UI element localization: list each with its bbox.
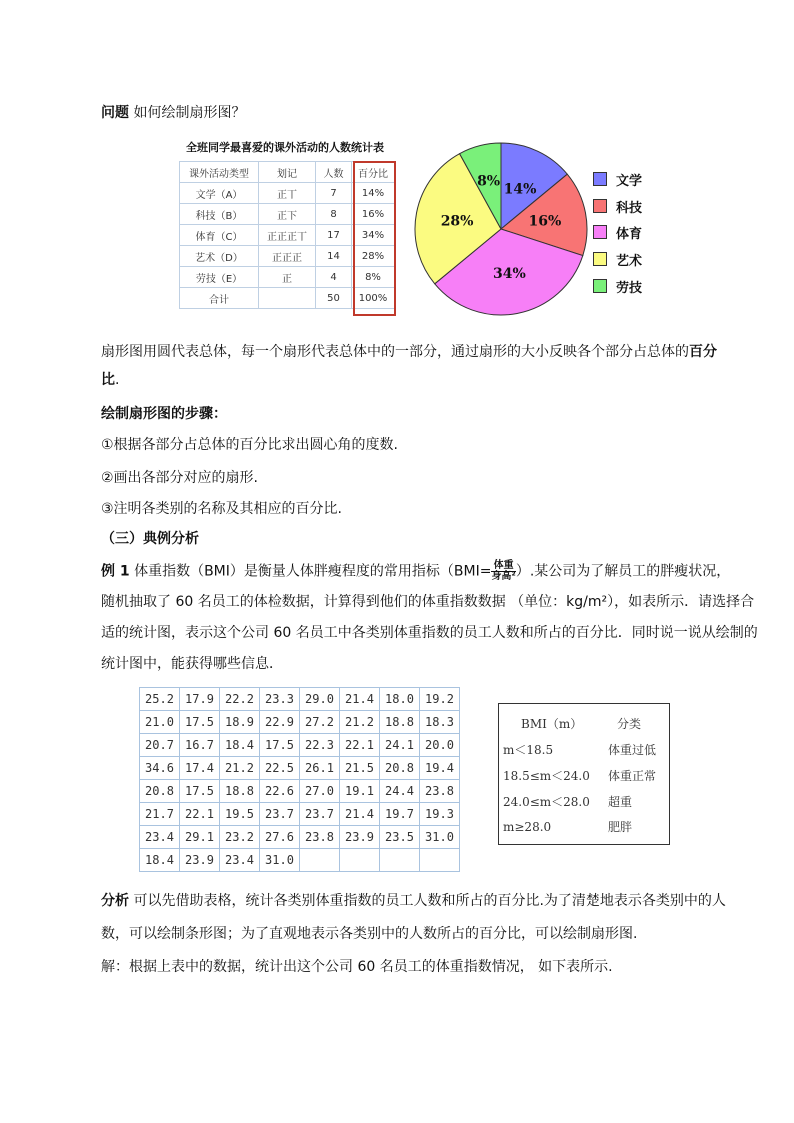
bmi-row: [140, 711, 460, 734]
bmi-cell: 20.8: [380, 757, 420, 780]
class-name: 体重过低: [608, 743, 657, 757]
bmi-cell: 17.5: [180, 711, 220, 734]
legend-swatch: [593, 225, 607, 239]
class-row: [499, 792, 669, 812]
legend-item: [593, 222, 642, 242]
definition-bold: 百分: [689, 344, 717, 360]
legend-item: [593, 169, 642, 189]
bmi-cell: 20.0: [420, 734, 460, 757]
tally-header: 百分比: [352, 162, 395, 183]
bmi-cell: 16.7: [180, 734, 220, 757]
bmi-cell: 23.2: [220, 826, 260, 849]
section-heading: （三）典例分析: [101, 531, 199, 547]
class-row: [499, 740, 669, 760]
tally-header: 划记: [259, 162, 316, 183]
bmi-cell: 22.6: [260, 780, 300, 803]
bmi-cell: 20.8: [140, 780, 180, 803]
solution-line: 解：根据上表中的数据，统计出这个公司 60 名员工的体重指数情况， 如下表所示.: [101, 959, 613, 975]
bmi-cell: 31.0: [260, 849, 300, 872]
bmi-cell: 23.4: [220, 849, 260, 872]
tally-header: 课外活动类型: [180, 162, 259, 183]
example-line-3: 适的统计图，表示这个公司 60 名员工中各类别体重指数的员工人数和所占的百分比．同时说一说从绘制的: [101, 625, 758, 641]
bmi-cell: 21.2: [340, 711, 380, 734]
bmi-row: [140, 757, 460, 780]
bmi-cell: 18.3: [420, 711, 460, 734]
bmi-cell: 24.1: [380, 734, 420, 757]
bmi-cell: [380, 849, 420, 872]
analysis-text: 可以先借助表格，统计各类别体重指数的员工人数和所占的百分比.为了清楚地表示各类别中的人: [133, 893, 726, 909]
bmi-cell: 21.2: [220, 757, 260, 780]
pie-slice-label: 28%: [440, 213, 474, 230]
analysis-line-2: 数，可以绘制条形图；为了直观地表示各类别中的人数所占的百分比，可以绘制扇形图.: [101, 926, 638, 942]
bmi-cell: 18.4: [220, 734, 260, 757]
pie-slice-label: 8%: [477, 173, 501, 190]
bmi-row: [140, 734, 460, 757]
tally-cell: 34%: [352, 225, 395, 246]
bmi-cell: 21.4: [340, 688, 380, 711]
bmi-cell: 23.8: [300, 826, 340, 849]
bmi-cell: 21.7: [140, 803, 180, 826]
step-item: ①根据各部分占总体的百分比求出圆心角的度数.: [101, 437, 398, 453]
bmi-row: [140, 688, 460, 711]
bmi-cell: 18.4: [140, 849, 180, 872]
pie-slice-label: 14%: [503, 181, 537, 198]
bmi-cell: 18.8: [220, 780, 260, 803]
class-range: 24.0≤m＜28.0: [503, 795, 590, 809]
bmi-cell: 18.9: [220, 711, 260, 734]
example-line-1: [101, 561, 730, 582]
bmi-row: [140, 803, 460, 826]
question-line: [101, 103, 245, 123]
tally-cell: [259, 288, 316, 309]
bmi-cell: 23.5: [380, 826, 420, 849]
bmi-cell: 20.7: [140, 734, 180, 757]
bmi-cell: 27.0: [300, 780, 340, 803]
tally-cell: 16%: [352, 204, 395, 225]
bmi-cell: 22.5: [260, 757, 300, 780]
class-header-row: [499, 714, 669, 734]
bmi-cell: 34.6: [140, 757, 180, 780]
bmi-cell: 17.5: [180, 780, 220, 803]
tally-cell: 100%: [352, 288, 395, 309]
bmi-cell: 31.0: [420, 826, 460, 849]
tally-cell: 正下: [259, 204, 316, 225]
pie-chart: [412, 140, 590, 318]
bmi-cell: [300, 849, 340, 872]
example-line-2: 随机抽取了 60 名员工的体检数据，计算得到他们的体重指数数据 （单位：kg/m²），如表所示．请选择合: [101, 594, 755, 610]
tally-cell: 50: [316, 288, 352, 309]
bmi-cell: 29.1: [180, 826, 220, 849]
bmi-cell: 25.2: [140, 688, 180, 711]
bmi-cell: 23.9: [180, 849, 220, 872]
tally-cell: 8: [316, 204, 352, 225]
example-text: ）.某公司为了解员工的胖瘦状况，: [515, 563, 731, 580]
tally-cell: 艺术（D）: [180, 246, 259, 267]
class-name: 超重: [608, 795, 633, 809]
tally-cell: 7: [316, 183, 352, 204]
pie-slice-label: 16%: [528, 213, 562, 230]
bmi-cell: 23.7: [300, 803, 340, 826]
definition-bold: 比: [101, 372, 115, 388]
bmi-cell: 24.4: [380, 780, 420, 803]
bmi-cell: 22.1: [180, 803, 220, 826]
bmi-cell: 17.5: [260, 734, 300, 757]
tally-cell: 4: [316, 267, 352, 288]
definition-line-1: [101, 342, 717, 362]
bmi-cell: 23.4: [140, 826, 180, 849]
legend-swatch: [593, 252, 607, 266]
bmi-cell: 29.0: [300, 688, 340, 711]
bmi-cell: 22.3: [300, 734, 340, 757]
definition-text: .: [115, 372, 120, 388]
pie-slice-label: 34%: [493, 265, 526, 282]
fraction-numerator: 体重: [491, 561, 515, 572]
definition-line-2: [101, 370, 119, 390]
bmi-cell: 22.9: [260, 711, 300, 734]
legend-item: [593, 249, 642, 269]
tally-cell: 劳技（E）: [180, 267, 259, 288]
bmi-cell: 23.9: [340, 826, 380, 849]
tally-cell: 17: [316, 225, 352, 246]
bmi-cell: 17.9: [180, 688, 220, 711]
bmi-cell: 19.5: [220, 803, 260, 826]
definition-text: 扇形图用圆代表总体，每一个扇形代表总体中的一部分，通过扇形的大小反映各个部分占总体的: [101, 344, 689, 360]
class-name: 肥胖: [608, 820, 633, 834]
bmi-cell: 19.4: [420, 757, 460, 780]
bmi-cell: 19.2: [420, 688, 460, 711]
class-row: [499, 766, 669, 786]
bmi-cell: 22.1: [340, 734, 380, 757]
bmi-classification-box: [498, 703, 670, 845]
example-label: 例 1: [101, 563, 130, 580]
class-range: m＜18.5: [503, 743, 554, 757]
steps-heading: 绘制扇形图的步骤：: [101, 406, 227, 422]
class-header: 分类: [617, 717, 642, 731]
bmi-cell: 17.4: [180, 757, 220, 780]
class-range: m≥28.0: [503, 820, 552, 834]
tally-cell: 合计: [180, 288, 259, 309]
bmi-cell: 18.8: [380, 711, 420, 734]
tally-cell: 正正正: [259, 246, 316, 267]
analysis-label: 分析: [101, 893, 129, 909]
legend-item: [593, 276, 642, 296]
example-line-4: 统计图中，能获得哪些信息．: [101, 656, 283, 672]
bmi-cell: 19.7: [380, 803, 420, 826]
tally-cell: 28%: [352, 246, 395, 267]
bmi-row: [140, 826, 460, 849]
legend-swatch: [593, 199, 607, 213]
bmi-cell: 19.3: [420, 803, 460, 826]
legend-label: 艺术: [616, 253, 643, 269]
bmi-cell: 27.2: [300, 711, 340, 734]
question-text: 如何绘制扇形图？: [133, 105, 246, 121]
bmi-cell: 21.0: [140, 711, 180, 734]
bmi-row: [140, 780, 460, 803]
legend-swatch: [593, 172, 607, 186]
bmi-cell: 18.0: [380, 688, 420, 711]
step-item: ③注明各类别的名称及其相应的百分比.: [101, 501, 342, 517]
percent-column-highlight: [353, 161, 396, 316]
step-item: ②画出各部分对应的扇形.: [101, 470, 259, 486]
bmi-cell: 23.7: [260, 803, 300, 826]
bmi-cell: 21.4: [340, 803, 380, 826]
tally-cell: 正丅: [259, 183, 316, 204]
bmi-cell: 21.5: [340, 757, 380, 780]
tally-cell: 科技（B）: [180, 204, 259, 225]
bmi-fraction: [491, 561, 515, 582]
fraction-denominator: 身高²: [491, 571, 516, 582]
bmi-data-table: [139, 687, 460, 872]
tally-cell: 14%: [352, 183, 395, 204]
tally-cell: 正: [259, 267, 316, 288]
legend-label: 劳技: [616, 280, 643, 296]
tally-cell: 体育（C）: [180, 225, 259, 246]
question-label: 问题: [101, 105, 129, 121]
class-range: 18.5≤m＜24.0: [503, 769, 590, 783]
legend-swatch: [593, 279, 607, 293]
bmi-row: [140, 849, 460, 872]
bmi-cell: 22.2: [220, 688, 260, 711]
tally-table-title: 全班同学最喜爱的课外活动的人数统计表: [186, 141, 384, 154]
legend-item: [593, 196, 642, 216]
tally-cell: 8%: [352, 267, 395, 288]
bmi-cell: [420, 849, 460, 872]
tally-header: 人数: [316, 162, 352, 183]
class-name: 体重正常: [608, 769, 657, 783]
tally-cell: 14: [316, 246, 352, 267]
analysis-line-1: [101, 891, 726, 911]
bmi-cell: 23.8: [420, 780, 460, 803]
bmi-cell: 19.1: [340, 780, 380, 803]
class-row: [499, 817, 669, 837]
legend-label: 文学: [616, 173, 643, 189]
bmi-cell: 27.6: [260, 826, 300, 849]
example-text: 体重指数（BMI）是衡量人体胖瘦程度的常用指标（BMI=: [134, 563, 492, 580]
tally-cell: 文学（A）: [180, 183, 259, 204]
tally-cell: 正正正丅: [259, 225, 316, 246]
class-header: BMI（m）: [521, 717, 583, 731]
bmi-cell: 26.1: [300, 757, 340, 780]
legend-label: 体育: [616, 226, 643, 242]
bmi-cell: [340, 849, 380, 872]
bmi-cell: 23.3: [260, 688, 300, 711]
legend-label: 科技: [616, 200, 643, 216]
